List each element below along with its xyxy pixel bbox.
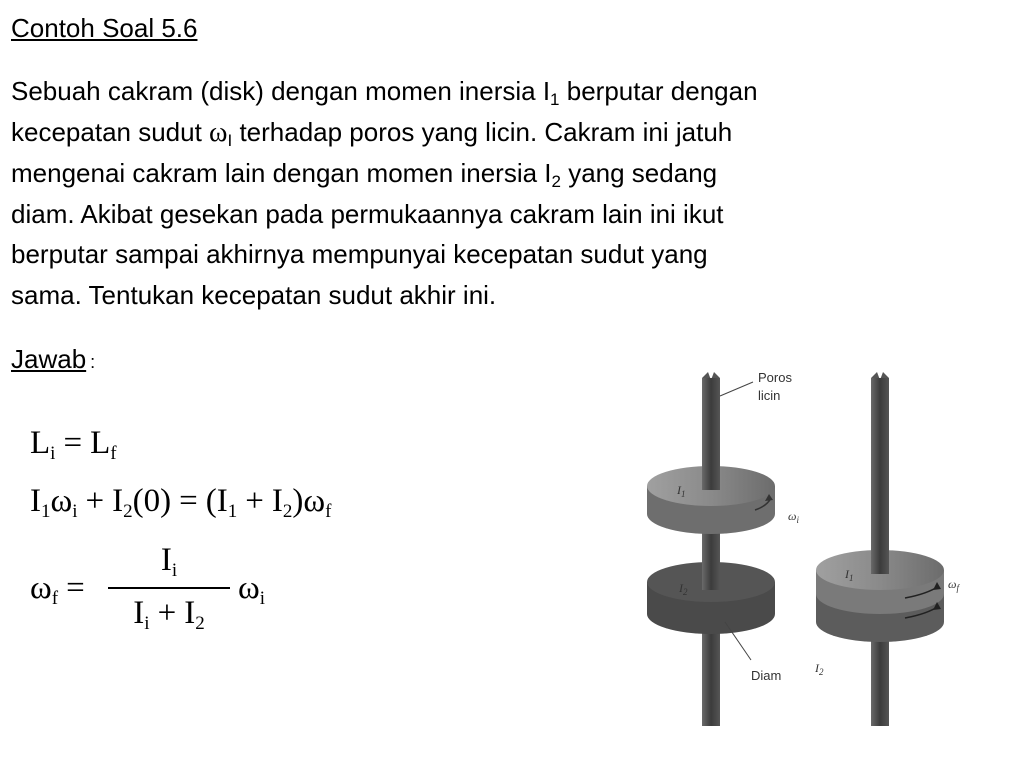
right-disk-stack bbox=[816, 378, 944, 642]
slide-title: Contoh Soal 5.6 bbox=[11, 13, 198, 43]
label-I1-left: $I_1$ bbox=[677, 483, 686, 499]
equation-final-rhs: $\omega_i$ bbox=[238, 570, 266, 609]
label-omega-i: $\omega_i$ bbox=[788, 509, 799, 525]
leader-poros bbox=[720, 382, 753, 396]
label-I2-bottom: $I_2$ bbox=[815, 661, 824, 677]
left-disk-top bbox=[647, 378, 775, 534]
equation-final-lhs: $\omega_f$ = bbox=[30, 570, 85, 609]
label-poros: Poros bbox=[758, 370, 792, 385]
label-licin: licin bbox=[758, 388, 781, 403]
answer-label: Jawab bbox=[11, 344, 87, 374]
problem-line-1: Sebuah cakram (disk) dengan momen inersia $I_1$ berputar dengan bbox=[11, 76, 758, 109]
label-diam: Diam bbox=[751, 668, 782, 683]
problem-line-2: kecepatan sudut $\omega_I$ terhadap poros yang licin. Cakram ini jatuh bbox=[11, 116, 733, 150]
fraction-denominator: $I_i + I_2$ bbox=[133, 595, 205, 634]
problem-text bbox=[11, 71, 1011, 315]
fraction-numerator: $I_i$ bbox=[160, 542, 178, 581]
equation-fraction bbox=[108, 542, 230, 632]
equation-momentum: $I_1\omega_i + I_2(0) = (I_1 + I_2)\omega_f$ bbox=[30, 483, 332, 522]
answer-colon: : bbox=[90, 352, 96, 372]
omega-symbol: ω bbox=[209, 116, 228, 148]
problem-line-4: diam. Akibat gesekan pada permukaannya cakram lain ini ikut bbox=[11, 198, 724, 229]
label-omega-f: $\omega_f$ bbox=[948, 577, 959, 593]
label-I2-left: $I_2$ bbox=[679, 581, 688, 597]
problem-line-6: sama. Tentukan kecepatan sudut akhir ini. bbox=[11, 279, 497, 310]
answer-heading bbox=[11, 343, 95, 378]
disk-illustration-svg bbox=[605, 360, 1024, 732]
problem-line-5: berputar sampai akhirnya mempunyai kecepatan sudut yang bbox=[11, 239, 708, 269]
equation-final-omega bbox=[30, 542, 290, 642]
left-disk-bottom bbox=[647, 560, 775, 634]
problem-line-3: mengenai cakram lain dengan momen inersia $I_2$ yang sedang bbox=[11, 158, 718, 191]
fraction-bar bbox=[108, 587, 230, 589]
disk-illustration bbox=[605, 360, 1024, 732]
equation-conservation: $L_i = L_f$ bbox=[30, 425, 117, 464]
label-I1-right: $I_1$ bbox=[845, 567, 854, 583]
